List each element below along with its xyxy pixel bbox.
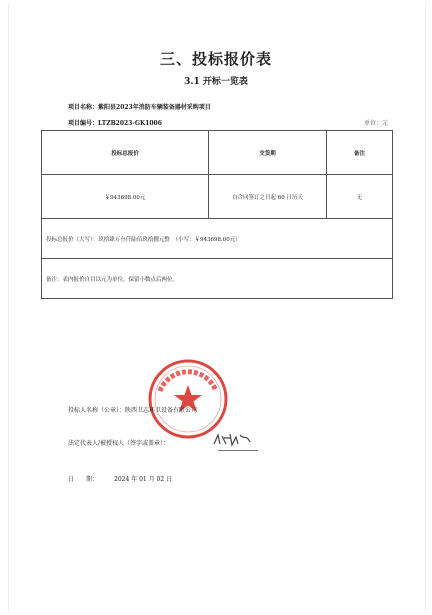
date-row bbox=[68, 474, 172, 483]
unit-label: 单位：元 bbox=[364, 120, 389, 127]
bidder-row bbox=[68, 405, 197, 414]
cell-remark: 无 bbox=[327, 175, 393, 219]
project-no-label: 项目编号： bbox=[68, 120, 99, 127]
table-header-row bbox=[42, 131, 393, 175]
date-value: 2024 年 01 月 02 日 bbox=[114, 476, 173, 483]
project-no-row bbox=[68, 118, 162, 127]
bidder-label: 投标人名称（公章）： bbox=[68, 407, 126, 414]
project-name-row bbox=[68, 102, 211, 111]
total-in-words: 投标总报价（大写）：玖拾肆万叁仟陆佰玖拾捌元整 （小写：￥943698.00元） bbox=[42, 219, 393, 259]
bidder-name: 陕西卫志环卫设备有限公司 bbox=[125, 407, 198, 414]
cell-total-price: ￥943698.00元 bbox=[42, 175, 209, 219]
date-label: 日 期： bbox=[68, 476, 99, 483]
page-title: 三、投标报价表 bbox=[159, 50, 272, 68]
signature-line bbox=[218, 450, 258, 451]
header-remark: 备注 bbox=[327, 131, 393, 175]
note-row bbox=[42, 259, 393, 299]
table-note: 备注：表内报价自目以元为单位，保留小数点后两位。 bbox=[42, 259, 393, 299]
header-delivery: 交货期 bbox=[209, 131, 327, 175]
total-row bbox=[42, 219, 393, 259]
project-name: 紫阳县2023年消防车辆装备器材采购项目 bbox=[98, 104, 211, 111]
table-row bbox=[42, 175, 393, 219]
project-no: LTZB2023-GK1006 bbox=[98, 120, 162, 127]
cell-delivery: 自合同签订之日起 60 日历天 bbox=[209, 175, 327, 219]
handwritten-signature-icon bbox=[212, 432, 252, 448]
quote-table bbox=[41, 130, 393, 299]
rep-row bbox=[68, 438, 169, 447]
document-page bbox=[8, 3, 426, 612]
project-name-label: 项目名称： bbox=[68, 104, 99, 111]
page-subtitle: 3.1 开标一览表 bbox=[184, 77, 248, 87]
header-total-price: 投标总报价 bbox=[42, 131, 209, 175]
company-seal-icon bbox=[146, 357, 230, 441]
rep-label: 法定代表人/被授权人（签字或盖章）： bbox=[68, 440, 170, 447]
